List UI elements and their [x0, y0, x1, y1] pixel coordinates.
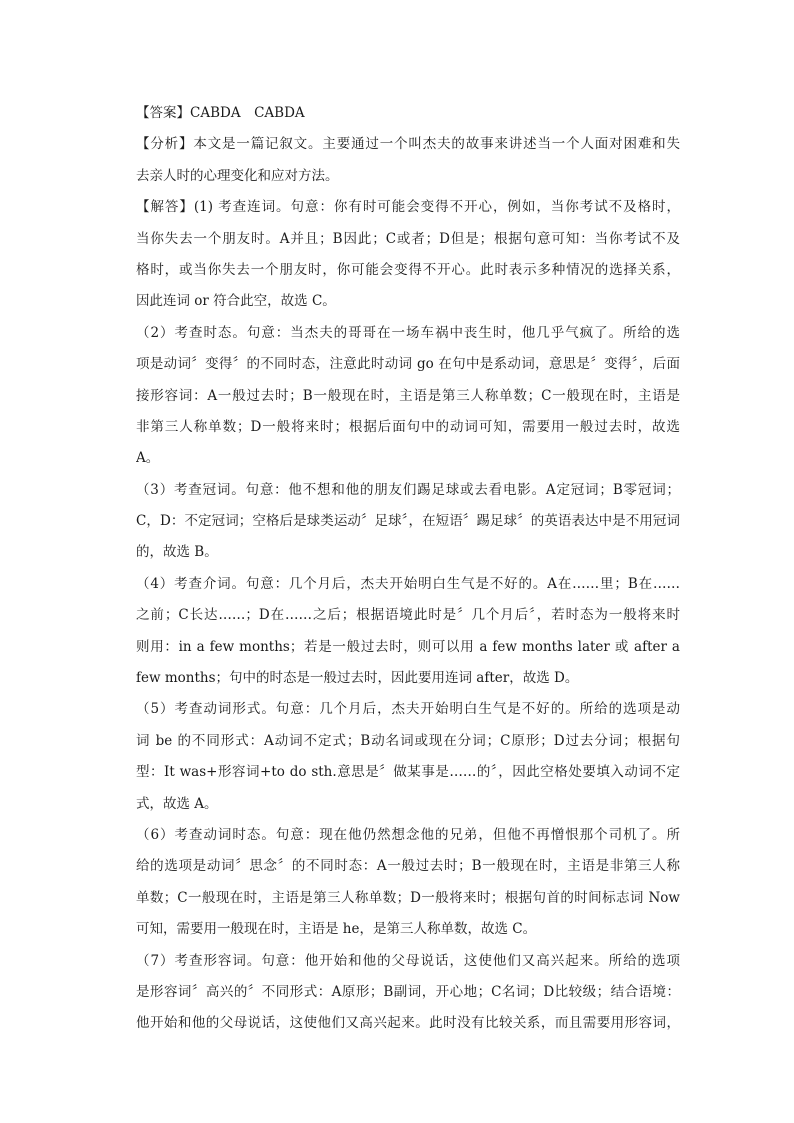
- analysis-line: 【分析】本文是一篇记叙文。主要通过一个叫杰夫的故事来讲述当一个人面对困难和失: [136, 136, 680, 153]
- solution-line: 词 be 的不同形式：A动词不定式；B动名词或现在分词；C原形；D过去分词；根据句: [136, 732, 680, 749]
- solution-line: 他开始和他的父母说话，这使他们又高兴起来。此时没有比较关系，而且需要用形容词，: [136, 1015, 680, 1032]
- solution-line: （4）考查介词。句意：几个月后，杰夫开始明白生气是不好的。A在……里；B在……: [136, 575, 680, 592]
- solution-line: 非第三人称单数；D一般将来时；根据后面句中的动词可知，需要用一般过去时，故选: [136, 418, 680, 435]
- solution-line: （3）考查冠词。句意：他不想和他的朋友们踢足球或去看电影。A定冠词；B零冠词；: [136, 481, 680, 498]
- answer-line: 【答案】CABDA CABDA: [136, 105, 305, 121]
- solution-line: （2）考查时态。句意：当杰夫的哥哥在一场车祸中丧生时，他几乎气疯了。所给的选: [136, 324, 680, 341]
- solution-line: 因此连词 or 符合此空，故选 C。: [136, 293, 336, 310]
- solution-line: 当你失去一个朋友时。A并且；B因此；C或者；D但是；根据句意可知：当你考试不及: [136, 230, 680, 247]
- solution-line: 之前；C长达……；D在……之后；根据语境此时是〞几个月后〞，若时态为一般将来时: [136, 607, 680, 624]
- solution-line: 给的选项是动词〞思念〞的不同时态：A一般过去时；B一般现在时，主语是非第三人称: [136, 858, 680, 875]
- solution-line: 是形容词〞高兴的〞不同形式：A原形；B副词，开心地；C名词；D比较级；结合语境：: [136, 983, 680, 1000]
- answer-explanation-text: [136, 102, 680, 1044]
- solution-line: （5）考查动词形式。句意：几个月后，杰夫开始明白生气是不好的。所给的选项是动: [136, 701, 680, 718]
- solution-line: 格时，或当你失去一个朋友时，你可能会变得不开心。此时表示多种情况的选择关系，: [136, 261, 680, 278]
- solution-line: 式，故选 A。: [136, 795, 218, 812]
- solution-line: 接形容词：A一般过去时；B一般现在时，主语是第三人称单数；C一般现在时，主语是: [136, 387, 680, 404]
- solution-line: few months；句中的时态是一般过去时，因此要用连词 after，故选 D。: [136, 670, 579, 687]
- solution-line: 单数；C一般现在时，主语是第三人称单数；D一般将来时；根据句首的时间标志词 Now: [136, 889, 680, 906]
- solution-line: 可知，需要用一般现在时，主语是 he，是第三人称单数，故选 C。: [136, 921, 537, 938]
- solution-line: C，D：不定冠词；空格后是球类运动〞足球〞，在短语〞踢足球〞的英语表达中是不用冠词: [136, 513, 680, 530]
- solution-line: 【解答】(1) 考查连词。句意：你有时可能会变得不开心，例如，当你考试不及格时，: [136, 199, 680, 216]
- solution-line: 的，故选 B。: [136, 544, 218, 561]
- solution-line: 型：It was+形容词+to do sth.意思是〞做某事是……的〞，因此空格处要填入动词不定: [136, 764, 680, 781]
- solution-line: （6）考查动词时态。句意：现在他仍然想念他的兄弟，但他不再憎恨那个司机了。所: [136, 826, 680, 843]
- solution-line: 项是动词〞变得〞的不同时态，注意此时动词 go 在句中是系动词，意思是〞变得〞，后面: [136, 356, 680, 373]
- solution-line: （7）考查形容词。句意：他开始和他的父母说话，这使他们又高兴起来。所给的选项: [136, 952, 680, 969]
- analysis-line: 去亲人时的心理变化和应对方法。: [136, 167, 339, 184]
- solution-line: 则用：in a few months；若是一般过去时，则可以用 a few months later 或 after a: [136, 638, 680, 655]
- solution-line: A。: [136, 450, 160, 467]
